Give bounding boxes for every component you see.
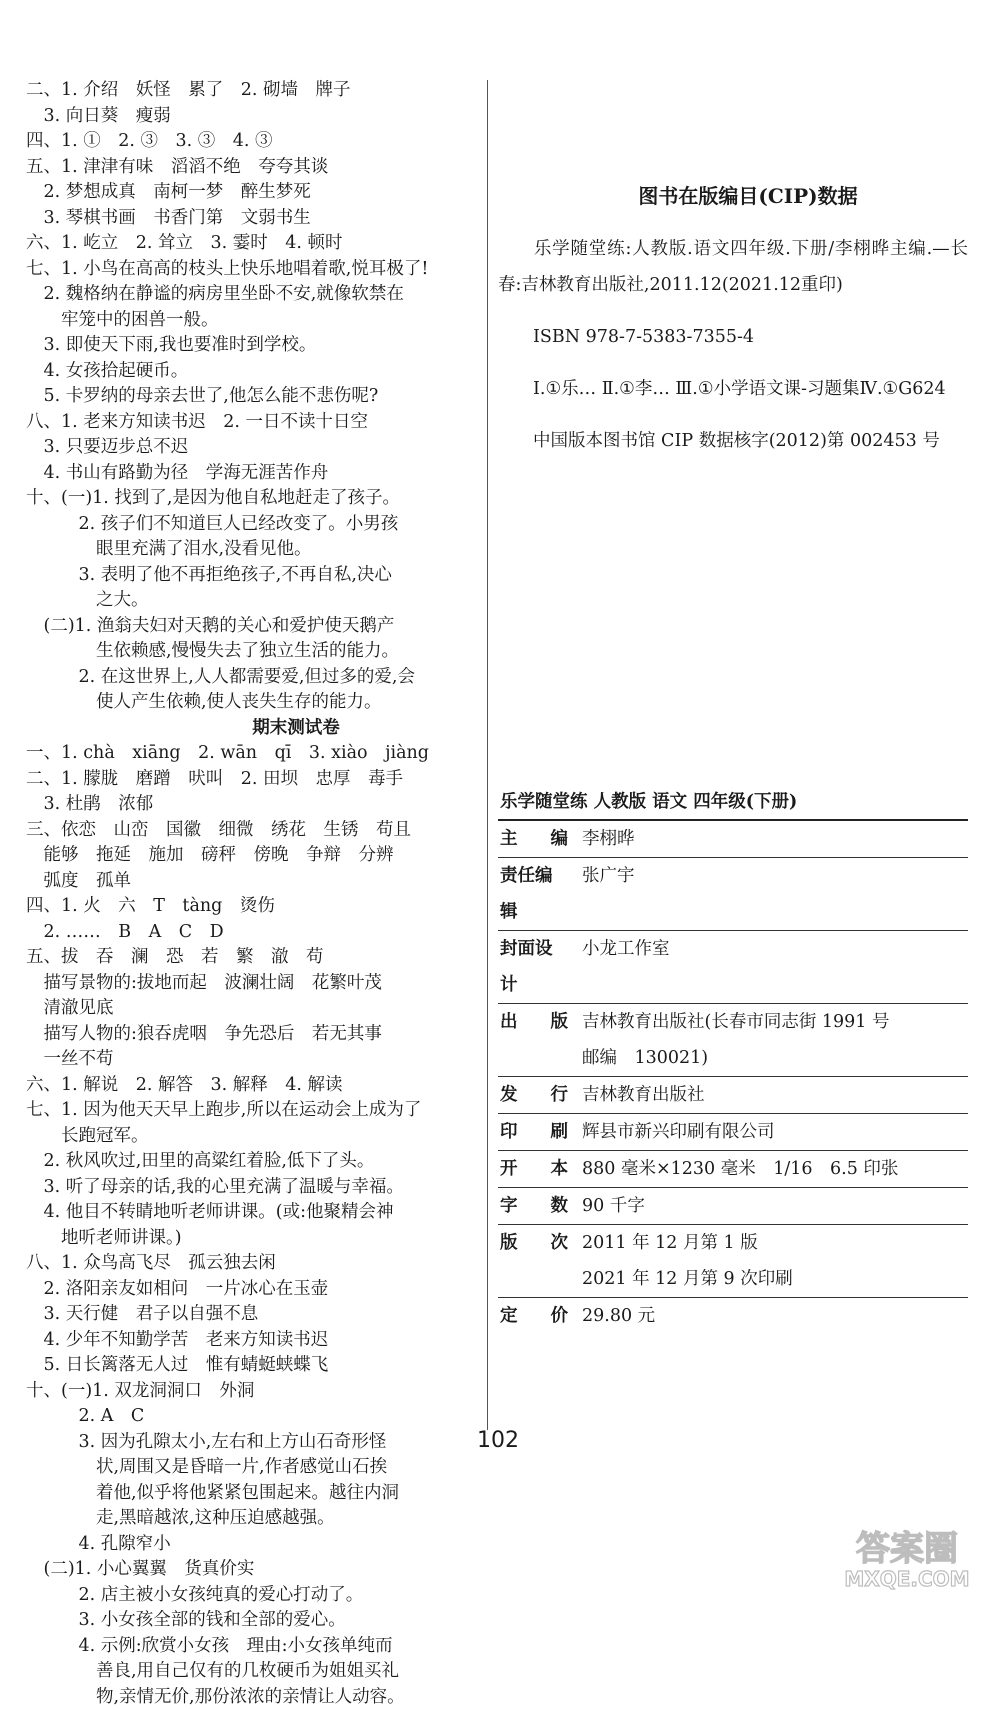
answer-line: 3. 只要迈步总不迟 (26, 435, 486, 461)
answer-line: 3. 天行健 君子以自强不息 (26, 1302, 486, 1328)
colophon-label (498, 931, 582, 1003)
colophon-label-part: 本 (551, 1151, 569, 1187)
colophon-value-line: 29.80 元 (582, 1298, 968, 1334)
answer-line: 七、1. 小鸟在高高的枝头上快乐地唱着歌,悦耳极了! (26, 257, 486, 283)
cip-classification: Ⅰ.①乐… Ⅱ.①李… Ⅲ.①小学语文课-习题集Ⅳ.①G624 (498, 371, 968, 407)
answer-line: 走,黑暗越浓,这种压迫感越强。 (26, 1506, 486, 1532)
colophon-label-part: 刷 (551, 1114, 569, 1150)
colophon-label-part: 开 (500, 1151, 518, 1187)
answer-line: 物,亲情无价,那份浓浓的亲情让人动容。 (26, 1685, 486, 1710)
colophon-value-line: 吉林教育出版社 (582, 1077, 968, 1113)
colophon-label-part: 发 (500, 1077, 518, 1113)
answer-line: (二)1. 小心翼翼 货真价实 (26, 1557, 486, 1583)
colophon-value (582, 858, 968, 930)
answer-line: 3. 向日葵 瘦弱 (26, 104, 486, 130)
answer-line: 4. 示例:欣赏小女孩 理由:小女孩单纯而 (26, 1634, 486, 1660)
colophon-label-part: 封面设计 (500, 931, 568, 1003)
answer-line: 八、1. 众鸟高飞尽 孤云独去闲 (26, 1251, 486, 1277)
colophon-value (582, 931, 968, 1003)
colophon-value-line: 李栩晔 (582, 821, 968, 857)
colophon-label (498, 821, 582, 857)
answer-line: 生依赖感,慢慢失去了独立生活的能力。 (26, 639, 486, 665)
colophon-value-line: 880 毫米×1230 毫米 1/16 6.5 印张 (582, 1151, 968, 1187)
answer-line: 4. 书山有路勤为径 学海无涯苦作舟 (26, 461, 486, 487)
colophon-value-line: 张广宇 (582, 858, 968, 894)
answer-line: 描写景物的:拔地而起 波澜壮阔 花繁叶茂 (26, 971, 486, 997)
colophon-value-line: 2021 年 12 月第 9 次印刷 (582, 1261, 968, 1297)
colophon-row (498, 1298, 968, 1334)
answer-line: 清澈见底 (26, 996, 486, 1022)
answer-line: 5. 日长篱落无人过 惟有蜻蜓蛱蝶飞 (26, 1353, 486, 1379)
colophon-label-part: 主 (500, 821, 518, 857)
colophon-label-part: 责任编辑 (500, 858, 568, 930)
colophon-value (582, 1298, 968, 1334)
answer-line: 长跑冠军。 (26, 1124, 486, 1150)
answer-line: 牢笼中的困兽一般。 (26, 308, 486, 334)
answer-line: 七、1. 因为他天天早上跑步,所以在运动会上成为了 (26, 1098, 486, 1124)
colophon-value-line: 小龙工作室 (582, 931, 968, 967)
answer-line: 十、(一)1. 双龙洞洞口 外洞 (26, 1379, 486, 1405)
colophon-value-line: 90 千字 (582, 1188, 968, 1224)
colophon-value (582, 1151, 968, 1187)
answer-line: 描写人物的:狼吞虎咽 争先恐后 若无其事 (26, 1022, 486, 1048)
colophon-label-part: 印 (500, 1114, 518, 1150)
colophon-label (498, 1298, 582, 1334)
answer-line: 眼里充满了泪水,没看见他。 (26, 537, 486, 563)
colophon-value-line: 2011 年 12 月第 1 版 (582, 1225, 968, 1261)
answer-line: 2. A C (26, 1404, 486, 1430)
colophon-value (582, 1225, 968, 1297)
answer-line: 2. 秋风吹过,田里的高粱红着脸,低下了头。 (26, 1149, 486, 1175)
colophon-row (498, 821, 968, 858)
colophon-value (582, 1077, 968, 1113)
answer-line: (二)1. 渔翁夫妇对天鹅的关心和爱护使天鹅产 (26, 614, 486, 640)
answer-key-column (26, 78, 486, 1710)
colophon-label-part: 版 (500, 1225, 518, 1297)
cip-record-number: 中国版本图书馆 CIP 数据核字(2012)第 002453 号 (498, 423, 968, 459)
answer-line: 2. 店主被小女孩纯真的爱心打动了。 (26, 1583, 486, 1609)
colophon-value (582, 821, 968, 857)
colophon-label-part: 行 (551, 1077, 569, 1113)
answer-line: 3. 因为孔隙太小,左右和上方山石奇形怪 (26, 1430, 486, 1456)
colophon-label (498, 858, 582, 930)
colophon-label-part: 次 (551, 1225, 569, 1297)
colophon-value (582, 1114, 968, 1150)
colophon-table (498, 788, 968, 1334)
answer-line: 二、1. 介绍 妖怪 累了 2. 砌墙 牌子 (26, 78, 486, 104)
colophon-value-line: 辉县市新兴印刷有限公司 (582, 1114, 968, 1150)
answer-line: 六、1. 屹立 2. 耸立 3. 霎时 4. 顿时 (26, 231, 486, 257)
svg-text:MXQE.COM: MXQE.COM (844, 1567, 969, 1591)
cip-isbn: ISBN 978-7-5383-7355-4 (498, 319, 968, 355)
answer-line: 2. 孩子们不知道巨人已经改变了。小男孩 (26, 512, 486, 538)
answer-line: 使人产生依赖,使人丧失生存的能力。 (26, 690, 486, 716)
answer-line: 三、依恋 山峦 国徽 细微 绣花 生锈 苟且 (26, 818, 486, 844)
colophon-row (498, 858, 968, 931)
colophon-row (498, 1151, 968, 1188)
page-number: 102 (0, 1428, 996, 1453)
colophon-label-part: 数 (551, 1188, 569, 1224)
cip-block (498, 180, 968, 459)
answer-line: 四、1. 火 六 T tàng 烫伤 (26, 894, 486, 920)
answer-line: 2. 梦想成真 南柯一梦 醉生梦死 (26, 180, 486, 206)
colophon-row (498, 1225, 968, 1298)
colophon-label-part: 编 (551, 821, 569, 857)
answer-line: 状,周围又是昏暗一片,作者感觉山石挨 (26, 1455, 486, 1481)
colophon-value-line: 邮编 130021) (582, 1040, 968, 1076)
colophon-title: 乐学随堂练 人教版 语文 四年级(下册) (498, 788, 968, 821)
answer-line: 4. 女孩拾起硬币。 (26, 359, 486, 385)
answer-line: 五、1. 津津有味 滔滔不绝 夸夸其谈 (26, 155, 486, 181)
colophon-label-part: 字 (500, 1188, 518, 1224)
colophon-label (498, 1151, 582, 1187)
colophon-label (498, 1004, 582, 1076)
answer-line: 能够 拖延 施加 磅秤 傍晚 争辩 分辨 (26, 843, 486, 869)
colophon-value-line: 吉林教育出版社(长春市同志街 1991 号 (582, 1004, 968, 1040)
answer-line: 4. 他目不转睛地听老师讲课。(或:他聚精会神 (26, 1200, 486, 1226)
colophon-label (498, 1188, 582, 1224)
answer-line: 四、1. ① 2. ③ 3. ③ 4. ③ (26, 129, 486, 155)
colophon-label-part: 价 (551, 1298, 569, 1334)
colophon-row (498, 1004, 968, 1077)
answer-line: 4. 少年不知勤学苦 老来方知读书迟 (26, 1328, 486, 1354)
answer-line: 2. 洛阳亲友如相问 一片冰心在玉壶 (26, 1277, 486, 1303)
colophon-row (498, 1077, 968, 1114)
answer-line: 六、1. 解说 2. 解答 3. 解释 4. 解读 (26, 1073, 486, 1099)
answer-line: 善良,用自己仅有的几枚硬币为姐姐买礼 (26, 1659, 486, 1685)
cip-title: 图书在版编目(CIP)数据 (498, 180, 968, 209)
answer-line: 弧度 孤单 (26, 869, 486, 895)
answer-line: 十、(一)1. 找到了,是因为他自私地赶走了孩子。 (26, 486, 486, 512)
answer-line: 3. 表明了他不再拒绝孩子,不再自私,决心 (26, 563, 486, 589)
answer-line: 3. 即使天下雨,我也要准时到学校。 (26, 333, 486, 359)
cip-paragraph-1: 乐学随堂练:人教版.语文四年级.下册/李栩晔主编.—长春:吉林教育出版社,2011.12(2021.12重印) (498, 231, 968, 303)
answer-line: 3. 杜鹃 浓郁 (26, 792, 486, 818)
answer-line: 2. 在这世界上,人人都需要爱,但过多的爱,会 (26, 665, 486, 691)
answer-line: 4. 孔隙窄小 (26, 1532, 486, 1558)
column-divider (487, 80, 488, 1430)
answer-line: 2. 魏格纳在静谧的病房里坐卧不安,就像软禁在 (26, 282, 486, 308)
answer-line: 着他,似乎将他紧紧包围起来。越往内洞 (26, 1481, 486, 1507)
watermark-logo (832, 1522, 982, 1592)
colophon-label-part: 版 (551, 1004, 569, 1076)
colophon-label (498, 1114, 582, 1150)
colophon-label-part: 出 (500, 1004, 518, 1076)
colophon-label (498, 1077, 582, 1113)
answer-line: 之大。 (26, 588, 486, 614)
answer-line: 2. …… B A C D (26, 920, 486, 946)
colophon-row (498, 1188, 968, 1225)
answer-line: 3. 小女孩全部的钱和全部的爱心。 (26, 1608, 486, 1634)
colophon-label (498, 1225, 582, 1297)
answer-line: 一、1. chà xiāng 2. wān qī 3. xiào jiàng (26, 741, 486, 767)
section-heading: 期末测试卷 (26, 716, 486, 742)
answer-line: 3. 琴棋书画 书香门第 文弱书生 (26, 206, 486, 232)
answer-line: 地听老师讲课。) (26, 1226, 486, 1252)
colophon-value (582, 1188, 968, 1224)
answer-line: 一丝不苟 (26, 1047, 486, 1073)
answer-line: 五、拔 吞 澜 恐 若 繁 澈 苟 (26, 945, 486, 971)
answer-line: 5. 卡罗纳的母亲去世了,他怎么能不悲伤呢? (26, 384, 486, 410)
answer-line: 3. 听了母亲的话,我的心里充满了温暖与幸福。 (26, 1175, 486, 1201)
colophon-row (498, 1114, 968, 1151)
answer-line: 二、1. 朦胧 磨蹭 吠叫 2. 田坝 忠厚 毒手 (26, 767, 486, 793)
colophon-label-part: 定 (500, 1298, 518, 1334)
svg-text:答案圈: 答案圈 (856, 1529, 958, 1569)
answer-line: 八、1. 老来方知读书迟 2. 一日不读十日空 (26, 410, 486, 436)
colophon-row (498, 931, 968, 1004)
colophon-value (582, 1004, 968, 1076)
